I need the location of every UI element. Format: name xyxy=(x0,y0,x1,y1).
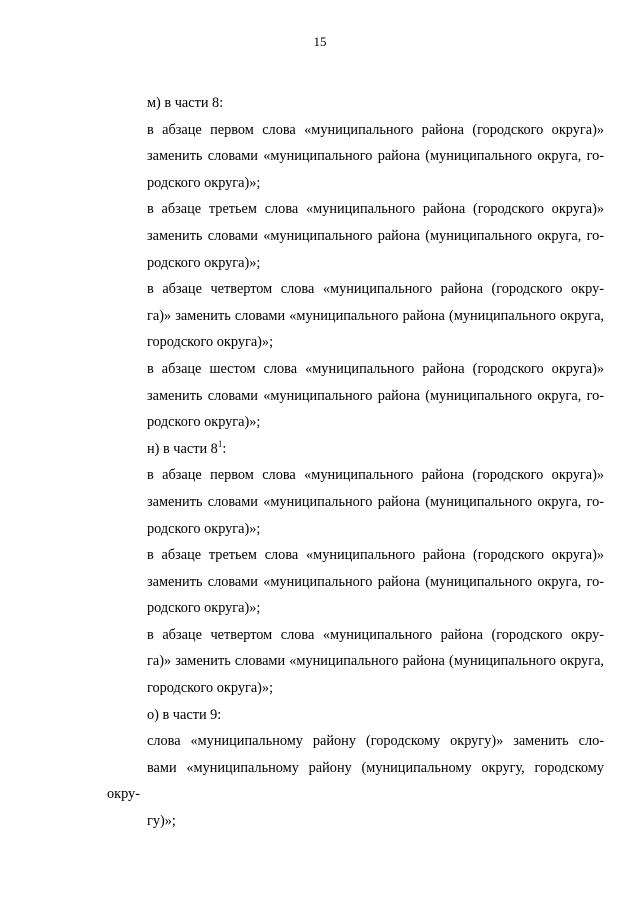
paragraph xyxy=(107,622,604,702)
paragraph xyxy=(107,276,604,356)
document-body xyxy=(107,90,604,835)
paragraph-line: родского округа)»; xyxy=(147,414,261,431)
paragraph-line: в абзаце первом слова «муниципального района (городского округа)» xyxy=(147,121,604,138)
paragraph-line: заменить словами «муниципального района (муниципального округа, го- xyxy=(147,493,604,510)
paragraph-line: заменить словами «муниципального района (муниципального округа, го- xyxy=(147,148,604,165)
paragraph-line: родского округа)»; xyxy=(147,600,261,617)
heading-suffix: : xyxy=(222,440,227,457)
paragraph-n-heading xyxy=(107,436,604,463)
paragraph-line: м) в части 8: xyxy=(147,95,224,111)
paragraph-line: заменить словами «муниципального района (муниципального округа, го- xyxy=(147,573,604,590)
paragraph-line: га)» заменить словами «муниципального района (муниципального округа, xyxy=(147,307,604,324)
paragraph-line: в абзаце первом слова «муниципального района (городского округа)» xyxy=(147,467,604,484)
paragraph-line xyxy=(107,436,604,463)
paragraph-line: гу)»; xyxy=(147,813,176,830)
paragraph xyxy=(107,196,604,276)
heading-text: н) в части 8 xyxy=(147,440,218,457)
paragraph-line: заменить словами «муниципального района (муниципального округа, го- xyxy=(147,387,604,404)
paragraph-line: в абзаце шестом слова «муниципального района (городского округа)» xyxy=(147,360,604,377)
paragraph-line: родского округа)»; xyxy=(147,174,261,191)
paragraph-line: заменить словами «муниципального района (муниципального округа, го- xyxy=(147,227,604,244)
paragraph-line: о) в части 9: xyxy=(147,706,222,723)
paragraph-line: родского округа)»; xyxy=(147,520,261,537)
paragraph xyxy=(107,117,604,197)
paragraph-o-heading xyxy=(107,702,604,729)
paragraph-line: в абзаце четвертом слова «муниципального района (городского окру- xyxy=(147,626,604,643)
paragraph-line: городского округа)»; xyxy=(147,680,274,697)
page-number: 15 xyxy=(313,34,327,49)
paragraph-line: слова «муниципальному району (городскому округу)» заменить сло- xyxy=(147,733,604,750)
paragraph-line: га)» заменить словами «муниципального района (муниципального округа, xyxy=(147,653,604,670)
paragraph-m-heading xyxy=(107,90,604,117)
paragraph xyxy=(107,356,604,436)
paragraph-line: в абзаце четвертом слова «муниципального района (городского окру- xyxy=(147,281,604,298)
paragraph-line: в абзаце третьем слова «муниципального района (городского округа)» xyxy=(147,547,604,564)
paragraph-line: городского округа)»; xyxy=(147,334,274,351)
paragraph-line: в абзаце третьем слова «муниципального района (городского округа)» xyxy=(147,201,604,218)
superscript: 1 xyxy=(217,438,223,449)
paragraph xyxy=(107,728,604,834)
paragraph-line: вами «муниципальному району (муниципальному округу, городскому окру- xyxy=(107,759,604,803)
paragraph xyxy=(107,462,604,542)
paragraph-line: родского округа)»; xyxy=(147,254,261,271)
paragraph xyxy=(107,542,604,622)
